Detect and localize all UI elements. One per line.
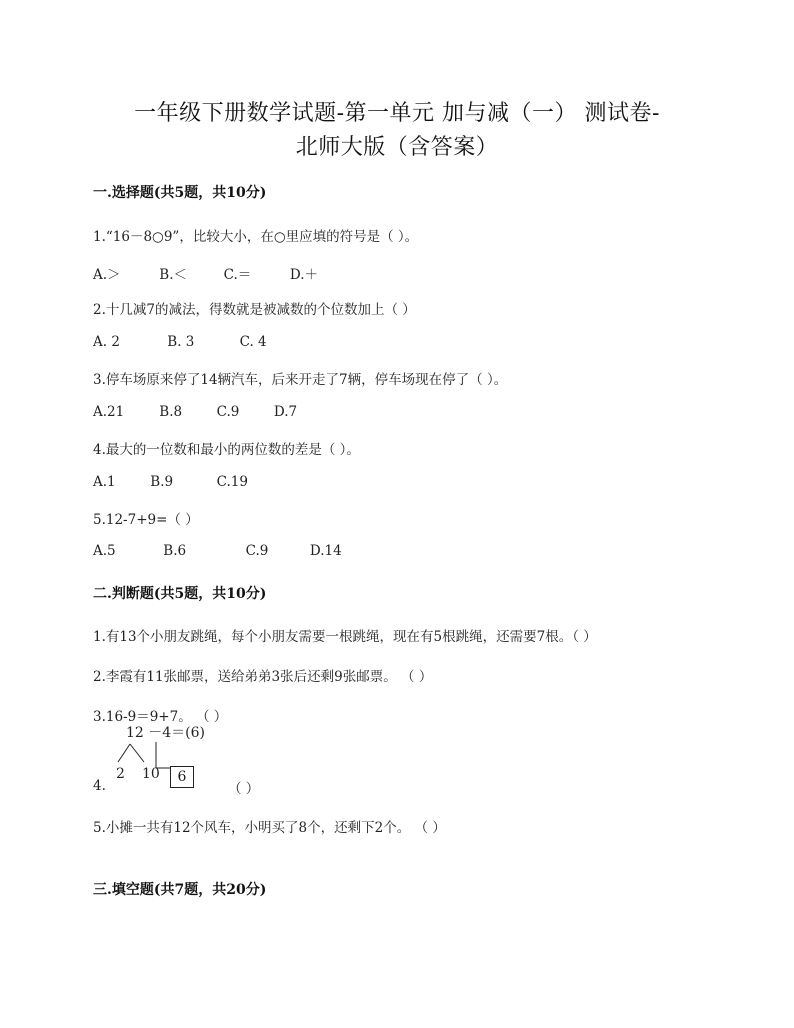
option-b: B.9: [150, 474, 174, 490]
choice-question-5: 5.12-7+9=（ ）: [93, 512, 199, 528]
choice-question-4: 4.最大的一位数和最小的两位数的差是（ ）。: [93, 442, 360, 458]
option-a: A.21: [93, 404, 125, 420]
judge-question-3: 3.16-9＝9+7。 （ ）: [93, 709, 228, 725]
choice-options-2: [93, 334, 267, 350]
judge-question-4-number: 4.: [93, 778, 106, 794]
choice-options-4: [93, 474, 248, 490]
judge-question-2: 2.李霞有11张邮票，送给弟弟3张后还剩9张邮票。 （ ）: [93, 669, 433, 685]
page-title-line2: 北师大版（含答案）: [295, 135, 499, 160]
diagram-left-part: 2: [116, 766, 125, 782]
option-a: A. 2: [93, 334, 120, 350]
option-c: C.＝: [223, 267, 252, 283]
option-b: B.6: [163, 543, 187, 559]
option-c: C. 4: [239, 334, 267, 350]
option-a: A.5: [93, 543, 116, 559]
option-d: D.＋: [289, 267, 319, 283]
choice-question-1: 1.“16－8○9”，比较大小，在○里应填的符号是（ ）。: [93, 229, 419, 245]
option-c: C.9: [245, 543, 269, 559]
section-heading-judge: 二.判断题(共5题，共10分): [93, 586, 267, 602]
option-d: D.7: [273, 404, 298, 420]
judge-question-5: 5.小摊一共有12个风车，小明买了8个，还剩下2个。 （ ）: [93, 820, 446, 836]
choice-question-2: 2.十几减7的减法，得数就是被减数的个位数加上（ ）: [93, 302, 416, 318]
choice-options-1: [93, 263, 318, 283]
option-b: B.8: [159, 404, 183, 420]
option-c: C.9: [216, 404, 240, 420]
choice-options-5: [93, 543, 342, 559]
diagram-expression: 12 －4＝(6): [126, 725, 206, 741]
diagram-answer-box: 6: [170, 766, 194, 788]
option-a: A.＞: [93, 267, 121, 283]
choice-options-3: [93, 404, 297, 420]
option-b: B. 3: [167, 334, 195, 350]
diagram-right-part: 10: [142, 766, 160, 782]
section-heading-choice: 一.选择题(共5题，共10分): [93, 185, 267, 201]
judge-question-4-paren: （ ）: [228, 781, 260, 797]
option-a: A.1: [93, 474, 116, 490]
option-c: C.19: [216, 474, 248, 490]
option-b: B.＜: [159, 267, 188, 283]
page-title-line1: 一年级下册数学试题-第一单元 加与减（一） 测试卷-: [134, 101, 660, 126]
judge-question-1: 1.有13个小朋友跳绳，每个小朋友需要一根跳绳，现在有5根跳绳，还需要7根。（ ）: [93, 629, 597, 645]
section-heading-fill: 三.填空题(共7题，共20分): [93, 882, 267, 898]
choice-question-3: 3.停车场原来停了14辆汽车，后来开走了7辆，停车场现在停了（ ）。: [93, 372, 508, 388]
option-d: D.14: [309, 543, 342, 559]
